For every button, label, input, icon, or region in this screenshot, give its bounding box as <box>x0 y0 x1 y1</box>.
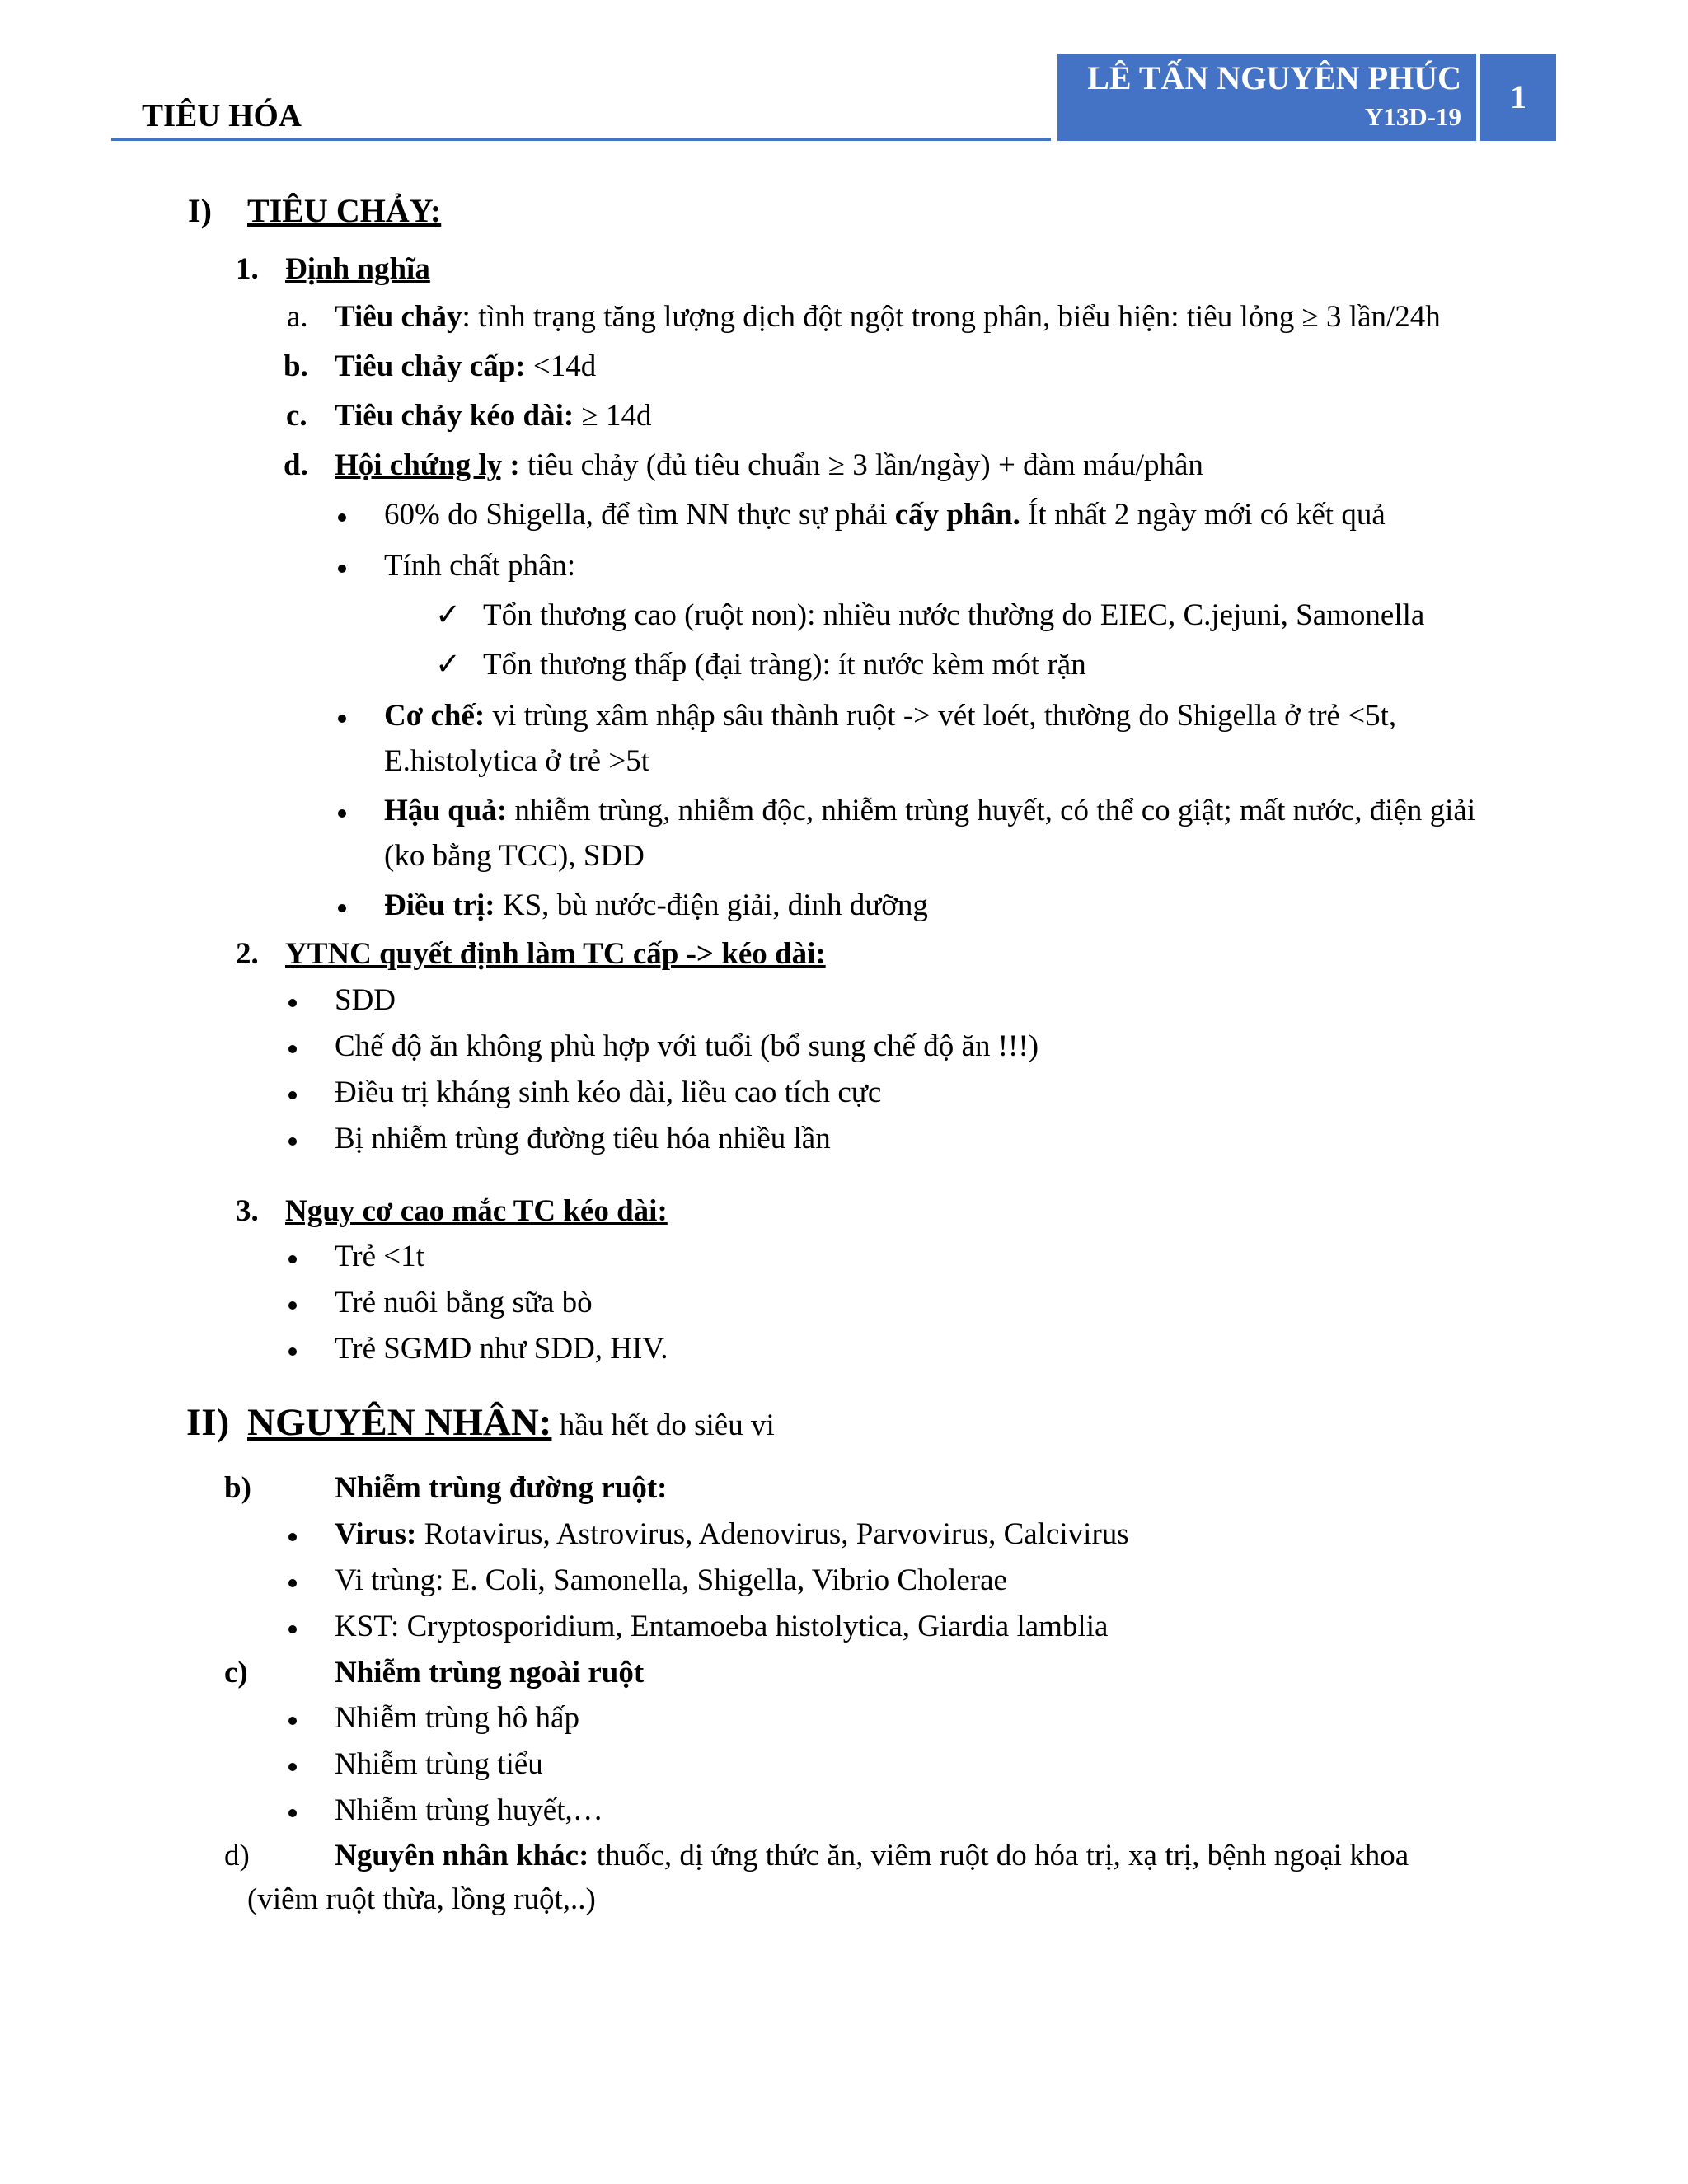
cause-c-label: c) <box>224 1656 248 1690</box>
dysentery-bullet-4 <box>384 793 1475 829</box>
class-code: Y13D-19 <box>1364 102 1461 131</box>
item-d-term: Hội chứng lỵ <box>335 448 503 482</box>
point-2-title: YTNC quyết định làm TC cấp -> kéo dài: <box>285 937 826 971</box>
point-2-number: 2. <box>236 937 259 971</box>
consequence-label: Hậu quả: <box>384 794 508 827</box>
item-c-label: c. <box>286 399 307 433</box>
dysentery-bullet-3 <box>384 698 1396 734</box>
virus-label: Virus: <box>335 1517 417 1551</box>
cause-c-title: Nhiễm trùng ngoài ruột <box>335 1656 645 1690</box>
item-c-term: Tiêu chảy kéo dài: <box>335 399 574 433</box>
virus-text: Rotavirus, Astrovirus, Adenovirus, Parvovirus, Calcivirus <box>416 1517 1129 1551</box>
mechanism-label: Cơ chế: <box>384 699 485 733</box>
item-d <box>335 448 1203 484</box>
author-box <box>1057 54 1476 141</box>
author-name: LÊ TẤN NGUYÊN PHÚC <box>1087 59 1461 96</box>
check-icon: ✓ <box>435 598 462 632</box>
list-item: Bị nhiễm trùng đường tiêu hóa nhiều lần <box>335 1121 831 1157</box>
stool-check-2 <box>435 647 1086 683</box>
stool-check-1 <box>435 598 1425 634</box>
dysentery-bullet-1-bold: cấy phân. <box>894 498 1020 532</box>
section-2-number: II) <box>186 1401 230 1444</box>
item-a-text: : tình trạng tăng lượng dịch đột ngột trong phân, biểu hiện: tiêu lỏng ≥ 3 lần/24h <box>462 300 1441 334</box>
item-d-label: d. <box>284 448 308 482</box>
list-item: Vi trùng: E. Coli, Samonella, Shigella, Vibrio Cholerae <box>335 1563 1007 1599</box>
list-item: Nhiễm trùng hô hấp <box>335 1700 579 1736</box>
list-item: Trẻ nuôi bằng sữa bò <box>335 1285 593 1321</box>
list-item: SDD <box>335 982 396 1019</box>
item-a <box>335 299 1441 335</box>
list-item <box>335 1516 1129 1553</box>
cause-d-text-line-2: (viêm ruột thừa, lồng ruột,..) <box>247 1882 596 1916</box>
list-item: KST: Cryptosporidium, Entamoeba histolytica, Giardia lamblia <box>335 1609 1108 1645</box>
dysentery-bullet-1 <box>384 497 1386 533</box>
page-number: 1 <box>1480 54 1556 141</box>
section-1-title: TIÊU CHẢY: <box>247 192 442 229</box>
header-rule <box>111 138 1051 141</box>
item-c-text: ≥ 14d <box>574 399 652 433</box>
section-2-title: NGUYÊN NHÂN: <box>247 1401 552 1444</box>
item-a-term: Tiêu chảy <box>335 300 462 334</box>
treatment-label: Điều trị: <box>384 888 495 922</box>
item-b-term: Tiêu chảy cấp: <box>335 349 526 383</box>
check-icon: ✓ <box>435 648 462 682</box>
dysentery-bullet-5 <box>384 888 928 924</box>
item-d-term-colon: : <box>502 448 520 482</box>
point-3-title: Nguy cơ cao mắc TC kéo dài: <box>285 1194 668 1228</box>
list-item: Trẻ SGMD như SDD, HIV. <box>335 1331 668 1367</box>
dysentery-bullet-1-text: 60% do Shigella, để tìm NN thực sự phải <box>384 498 895 532</box>
list-item: Nhiễm trùng tiểu <box>335 1746 543 1783</box>
treatment-text: KS, bù nước-điện giải, dinh dưỡng <box>495 888 928 922</box>
consequence-text-line-2: (ko bằng TCC), SDD <box>384 839 645 873</box>
cause-d <box>335 1838 1409 1874</box>
mechanism-text-line-2: E.histolytica ở trẻ >5t <box>384 744 649 778</box>
list-item: Chế độ ăn không phù hợp với tuổi (bổ sung chế độ ăn !!!) <box>335 1029 1039 1065</box>
dysentery-bullet-1-text-2: Ít nhất 2 ngày mới có kết quả <box>1020 498 1386 532</box>
item-c <box>335 398 652 434</box>
mechanism-text: vi trùng xâm nhập sâu thành ruột -> vét loét, thường do Shigella ở trẻ <5t, <box>485 699 1397 733</box>
item-a-label: a. <box>287 300 308 334</box>
cause-b-title: Nhiễm trùng đường ruột: <box>335 1471 668 1505</box>
document-subject: TIÊU HÓA <box>142 98 302 134</box>
section-2-heading <box>247 1399 775 1446</box>
dysentery-bullet-2: Tính chất phân: <box>384 548 575 584</box>
item-d-text: tiêu chảy (đủ tiêu chuẩn ≥ 3 lần/ngày) + đàm máu/phân <box>519 448 1203 482</box>
cause-d-label: d) <box>224 1839 250 1872</box>
list-item: Nhiễm trùng huyết,… <box>335 1793 603 1829</box>
list-item: Trẻ <1t <box>335 1239 424 1275</box>
point-3-number: 3. <box>236 1194 259 1228</box>
consequence-text: nhiễm trùng, nhiễm độc, nhiễm trùng huyết, có thể co giật; mất nước, điện giải <box>507 794 1476 827</box>
cause-d-text: thuốc, dị ứng thức ăn, viêm ruột do hóa trị, xạ trị, bệnh ngoại khoa <box>588 1839 1409 1872</box>
item-b-label: b. <box>284 349 308 383</box>
section-2-text: hầu hết do siêu vi <box>551 1408 775 1442</box>
item-b-text: <14d <box>525 349 597 383</box>
point-1-number: 1. <box>236 252 259 286</box>
point-1-title: Định nghĩa <box>285 252 430 286</box>
section-1-number: I) <box>188 192 212 229</box>
list-item: Điều trị kháng sinh kéo dài, liều cao tích cực <box>335 1075 881 1111</box>
cause-b-label: b) <box>224 1471 251 1505</box>
item-b <box>335 349 596 385</box>
stool-check-1-text: Tổn thương cao (ruột non): nhiều nước thường do EIEC, C.jejuni, Samonella <box>483 598 1425 632</box>
stool-check-2-text: Tổn thương thấp (đại tràng): ít nước kèm mót rặn <box>483 648 1086 682</box>
cause-d-title: Nguyên nhân khác: <box>335 1839 589 1872</box>
